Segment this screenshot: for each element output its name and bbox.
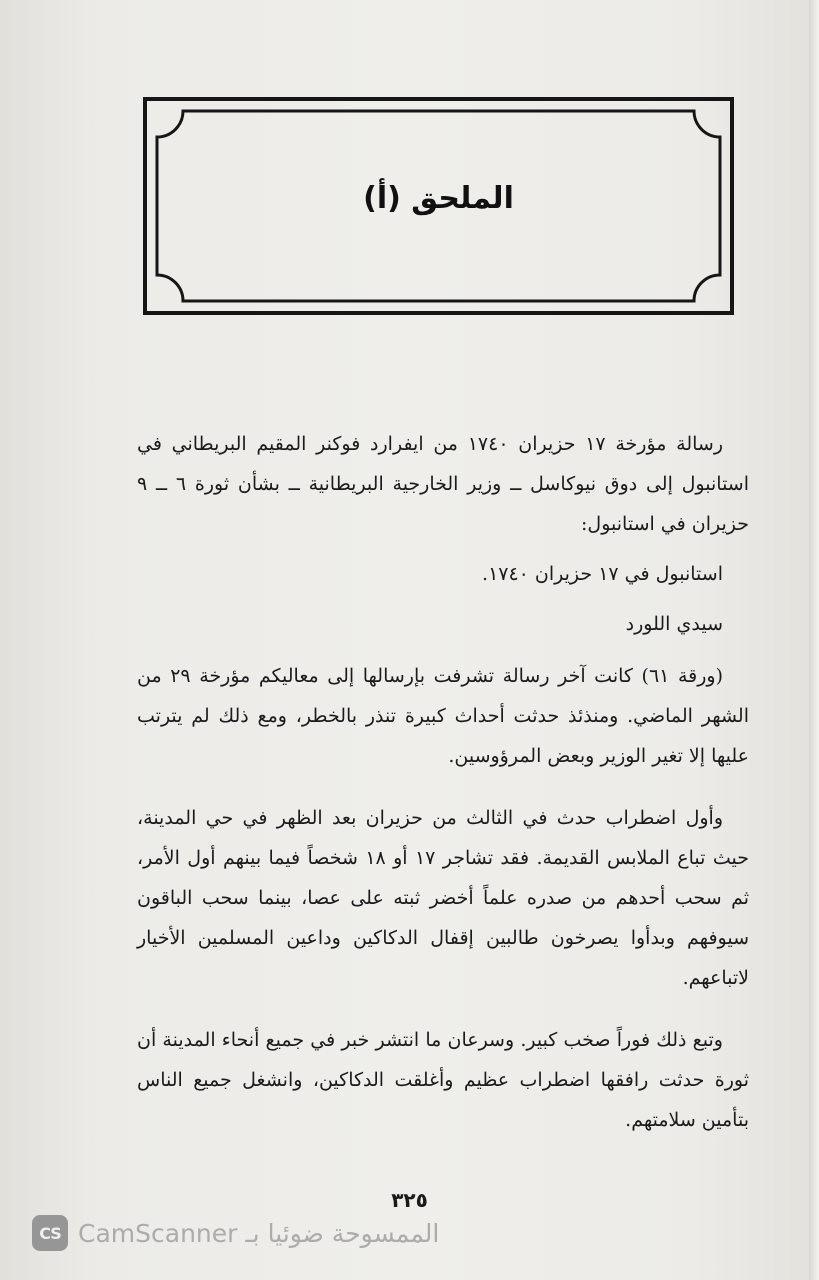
body-paragraph: وأول اضطراب حدث في الثالث من حزيران بعد الظهر في حي المدينة، حيث تباع الملابس القديمة. فقد تشاجر ١٧ أو ١٨ شخصاً فيما بينهم أول الأمر، ثم سحب أحدهم من صدره علماً أخضر ثبته على عصا، بينما سحب الباقون سيوفهم وبدأوا يصرخون طالبين إقفال الدكاكين وداعين المسلمين الأخيار لاتباعهم. — [137, 807, 749, 989]
body-paragraph: وتبع ذلك فوراً صخب كبير. وسرعان ما انتشر خبر في جميع أنحاء المدينة أن ثورة حدثت رافقها اضطراب عظيم وأغلقت الدكاكين، وانشغل جميع الناس بتأمين سلامتهم. — [137, 1029, 749, 1131]
appendix-title: الملحق (أ) — [363, 181, 514, 216]
body-paragraph: (ورقة ٦١) كانت آخر رسالة تشرفت بإرسالها إلى معاليكم مؤرخة ٢٩ من الشهر الماضي. ومنذئذ حدثت أحداث كبيرة تنذر بالخطر، ومع ذلك لم يترتب عليها إلا تغير الوزير وبعض المرؤوسين. — [137, 665, 749, 767]
watermark-text: CamScanner الممسوحة ضوئيا بـ — [78, 1218, 440, 1248]
camscanner-logo-icon: CS — [32, 1215, 68, 1251]
document-body — [137, 424, 749, 1140]
letter-salutation: سيدي اللورد — [625, 613, 723, 635]
letter-dateline: استانبول في ١٧ حزيران ١٧٤٠. — [482, 563, 723, 585]
camscanner-watermark — [32, 1213, 439, 1253]
page-edge — [809, 0, 819, 1280]
appendix-title-frame — [143, 97, 734, 315]
intro-paragraph: رسالة مؤرخة ١٧ حزيران ١٧٤٠ من ايفرارد فوكنر المقيم البريطاني في استانبول إلى دوق نيوكاسل ــ وزير الخارجية البريطانية ــ بشأن ثورة ٦ ــ ٩ حزيران في استانبول: — [137, 433, 749, 535]
page-number: ٣٢٥ — [391, 1188, 428, 1212]
